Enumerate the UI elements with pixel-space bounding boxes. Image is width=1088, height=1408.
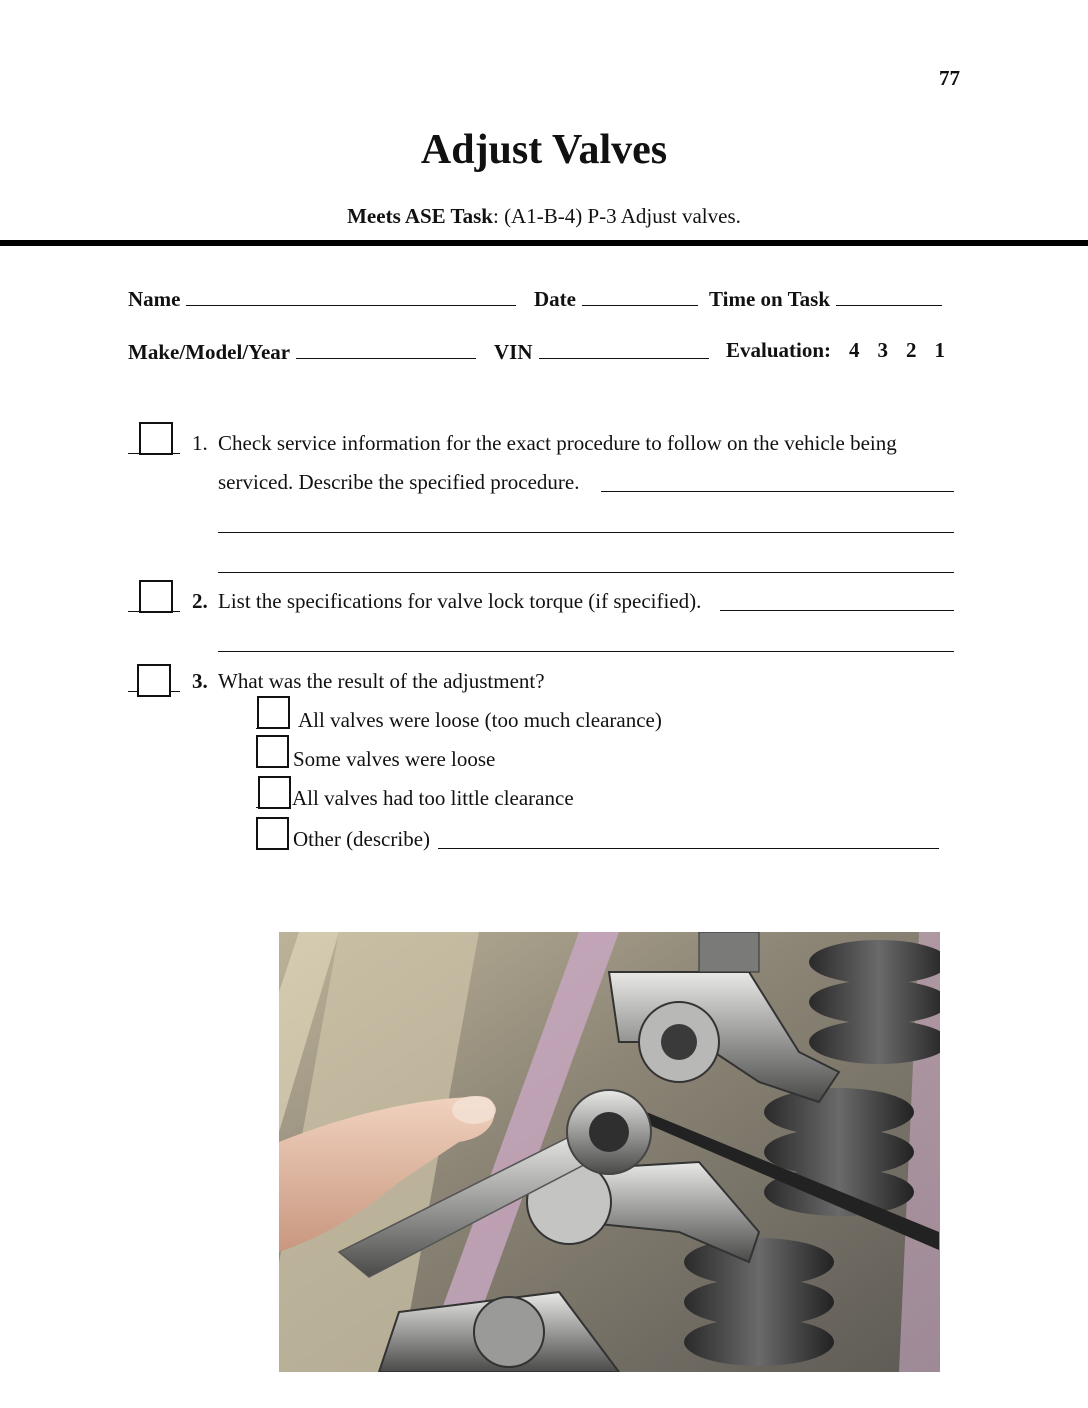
option2-label: Some valves were loose [293,747,496,771]
vin-field [494,338,709,365]
option4-label: Other (describe) [293,827,431,851]
step2-checkbox[interactable] [139,580,173,613]
time-label: Time on Task [709,287,831,311]
option3-checkbox[interactable] [258,776,291,809]
date-blank[interactable] [582,285,698,306]
score-4[interactable]: 4 [849,338,860,362]
step1-answer-line3[interactable] [218,572,954,573]
mmy-field [128,338,476,365]
option1-checkbox[interactable] [257,696,290,729]
option3-label: All valves had too little clearance [292,786,574,810]
score-1[interactable]: 1 [934,338,946,362]
time-blank[interactable] [836,285,942,306]
step1-number: 1. [192,431,208,455]
step2-text: List the specifications for valve lock torque (if specified). [218,589,702,613]
step2-answer-line1[interactable] [720,610,954,611]
date-label: Date [534,287,576,311]
step3-text: What was the result of the adjustment? [218,669,545,693]
name-field [128,285,516,312]
step1-checkbox[interactable] [139,422,173,455]
valve-adjustment-illustration [279,932,940,1372]
page-title: Adjust Valves [420,127,668,173]
step1-answer-line2[interactable] [218,532,954,533]
name-label: Name [128,287,181,311]
ase-task-line [0,204,1088,229]
step1-answer-line1[interactable] [601,491,954,492]
ase-task-text: : (A1-B-4) P-3 Adjust valves. [492,204,741,228]
step3-number: 3. [192,669,208,693]
header-rule [0,240,1088,246]
score-2[interactable]: 2 [906,338,917,362]
option4-describe-line[interactable] [438,848,939,849]
date-field [534,285,698,312]
evaluation-field [726,338,945,363]
option4-checkbox[interactable] [256,817,289,850]
vin-blank[interactable] [539,338,709,359]
step1-text-line2: serviced. Describe the specified procedure. [218,470,580,494]
time-field [709,285,942,312]
page-number: 77 [939,66,960,90]
step1-text-line1: Check service information for the exact procedure to follow on the vehicle being [218,431,897,455]
mmy-blank[interactable] [296,338,476,359]
vin-label: VIN [494,340,533,364]
mmy-label: Make/Model/Year [128,340,291,364]
option1-label: All valves were loose (too much clearance) [298,708,662,732]
score-3[interactable]: 3 [877,338,889,362]
option2-checkbox[interactable] [256,735,289,768]
step2-answer-line2[interactable] [218,651,954,652]
valve-adjustment-photo [279,932,940,1372]
step3-checkbox[interactable] [137,664,171,697]
name-blank[interactable] [186,285,516,306]
evaluation-label: Evaluation: [726,338,832,362]
ase-task-label: Meets ASE Task [347,204,493,228]
step2-number: 2. [192,589,208,613]
